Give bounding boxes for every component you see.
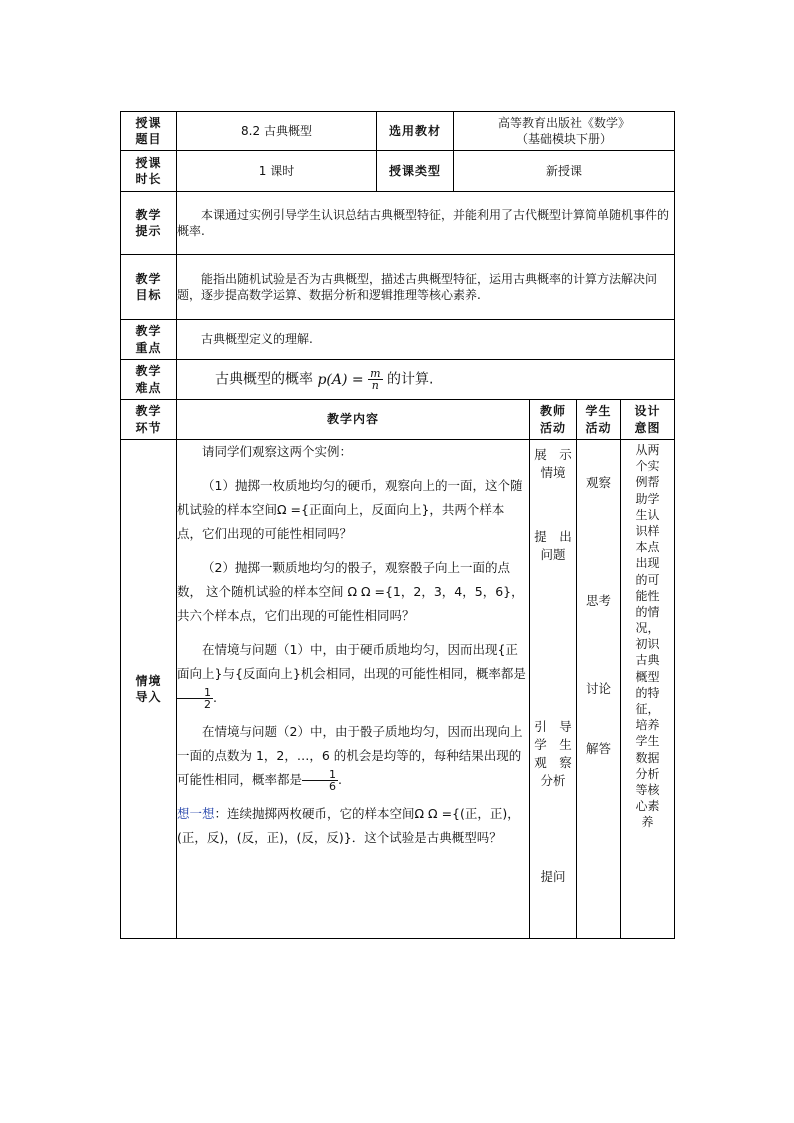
- course-title: 8.2 古典概型: [177, 112, 377, 151]
- design-intent-char: 识: [635, 523, 648, 538]
- teacher-activity-4: 提问: [540, 869, 566, 884]
- design-intent-char: 特: [647, 685, 660, 700]
- row-title: [121, 112, 675, 151]
- row-duration: [121, 151, 675, 192]
- design-intent-char: 本: [635, 540, 648, 555]
- design-intent-line: [621, 636, 674, 652]
- row-column-headers: [121, 400, 675, 440]
- design-intent-char: 样: [647, 523, 660, 538]
- design-intent-line: [621, 588, 674, 604]
- lesson-type: 新授课: [454, 151, 675, 192]
- focus-label: 教学 重点: [121, 320, 177, 360]
- student-activity-2: 思考: [585, 593, 611, 608]
- content-header: 教学内容: [177, 400, 530, 440]
- design-intent: [621, 440, 675, 939]
- design-intent-line: [621, 620, 674, 636]
- design-intent-char: 助: [635, 491, 648, 506]
- design-intent-char: 情: [647, 604, 660, 619]
- student-activity-4: 解答: [585, 741, 611, 756]
- design-intent-char: 概: [635, 669, 648, 684]
- stage-situation-intro: 情境 导入: [121, 440, 177, 939]
- row-goal: [121, 255, 675, 320]
- design-intent-char: 实: [647, 459, 660, 474]
- design-intent-char: 出: [635, 556, 648, 571]
- design-intent-char: 等: [635, 782, 648, 797]
- design-intent-line: [621, 572, 674, 588]
- design-intent-char: 析: [647, 766, 660, 781]
- goal-text: 能指出随机试验是否为古典概型，描述古典概型特征，运用古典概率的计算方法解决问题，逐步提高数学运算、数据分析和逻辑推理等核心素养.: [177, 255, 675, 320]
- design-intent-line: [621, 523, 674, 539]
- teaching-content: 请同学们观察这两个实例： （1）抛掷一枚质地均匀的硬币，观察向上的一面，这个随机试验的样本空间Ω ={正面向上，反面向上}，共两个样本点，它们出现的可能性相同吗？ （2）抛掷一颗质地均匀的骰子，观察骰子向上一面的点数， 这个随机试验的样本空间 Ω Ω ={1，2，3，4，5，6}，共六个样本点，它们出现的可能性相同吗？ 在情境与问题（1）中，由于硬币质地均匀，因而出现{正面向上}与{反面向上}机会相同，出现的可能性相同，概率都是 $\frac{1}{2}$ . 在情境与问题（2）中，由于骰子质地均匀，因而出现向上一面的点数为 1，2，…，6 的机会是均等的，每种结果出现的可能性相同，概率都是 $\frac{1}{6}$ . 想一想：连续抛掷两枚硬币，它的样本空间Ω Ω ={(正，正)，(正，反)，(反，正)，(反，反)}．这个试验是古典概型吗？: [177, 440, 530, 939]
- student-activity-3: 讨论: [585, 681, 611, 696]
- design-intent-line: [621, 733, 674, 749]
- design-intent-line: [621, 539, 674, 555]
- design-intent-char: 例: [635, 475, 648, 490]
- hint-label: 教学 提示: [121, 192, 177, 255]
- row-situation-intro: [121, 440, 675, 939]
- design-intent-char: 况: [635, 621, 648, 636]
- design-intent-line: [621, 507, 674, 523]
- lesson-plan-table: [120, 111, 675, 939]
- design-intent-char: 心: [635, 799, 648, 814]
- difficulty-text: 古典概型的概率 p(A) = $\frac{m}{n}$ 的计算.: [177, 360, 675, 400]
- design-header: 设计 意图: [621, 400, 675, 440]
- design-intent-char: 的: [635, 604, 648, 619]
- student-activity-1: 观察: [585, 475, 611, 490]
- teacher-header: 教师 活动: [530, 400, 577, 440]
- difficulty-label: 教学 难点: [121, 360, 177, 400]
- row-hint: [121, 192, 675, 255]
- design-intent-line: [621, 491, 674, 507]
- design-intent-char: 养: [641, 815, 654, 830]
- design-intent-char: 认: [647, 507, 660, 522]
- teacher-activity-1: 展 示情境: [534, 447, 572, 480]
- design-intent-line: [621, 766, 674, 782]
- design-intent-char: 征: [635, 702, 648, 716]
- design-intent-char: 生: [635, 507, 648, 522]
- design-intent-line: [621, 701, 674, 717]
- design-intent-line: [621, 555, 674, 571]
- type-label: 授课类型: [377, 151, 454, 192]
- design-intent-line: [621, 750, 674, 766]
- design-intent-line: [621, 798, 674, 814]
- design-intent-line: [621, 652, 674, 668]
- design-intent-char: 的: [635, 572, 648, 587]
- hint-text: 本课通过实例引导学生认识总结古典概型特征，并能利用了古代概型计算简单随机事件的概率.: [177, 192, 675, 255]
- design-intent-char: 典: [647, 653, 660, 668]
- design-intent-char: 生: [647, 734, 660, 749]
- design-intent-char: 可: [647, 572, 660, 587]
- design-intent-char: 初: [635, 637, 648, 652]
- design-intent-char: 分: [635, 766, 648, 781]
- design-intent-char: 数: [635, 750, 648, 765]
- design-intent-char: 性: [647, 588, 660, 603]
- teacher-activity-3: 引 导学 生观 察分析: [534, 719, 572, 788]
- probability-formula: p(A) = $\frac{m}{n}$: [317, 367, 381, 392]
- design-intent-char: 古: [635, 653, 648, 668]
- design-intent-char: 识: [647, 637, 660, 652]
- design-intent-line: [621, 814, 674, 830]
- design-intent-char: ，: [647, 621, 660, 636]
- design-intent-char: 型: [647, 669, 660, 684]
- design-intent-char: 帮: [647, 475, 660, 490]
- stage-header: 教学 环节: [121, 400, 177, 440]
- student-header: 学生 活动: [577, 400, 621, 440]
- teacher-activities: [530, 440, 577, 939]
- teacher-activity-2: 提 出问题: [534, 529, 572, 562]
- design-intent-char: 学: [647, 491, 660, 506]
- duration: 1 课时: [177, 151, 377, 192]
- design-intent-char: 养: [647, 718, 660, 733]
- design-intent-char: 两: [647, 443, 660, 457]
- design-intent-line: [621, 458, 674, 474]
- design-intent-char: 从: [635, 443, 648, 457]
- design-intent-char: 核: [647, 782, 660, 797]
- design-intent-line: [621, 669, 674, 685]
- design-intent-char: 个: [635, 459, 648, 474]
- design-intent-char: 能: [635, 588, 648, 603]
- design-intent-char: 学: [635, 734, 648, 749]
- textbook-label: 选用教材: [377, 112, 454, 151]
- design-intent-char: 的: [635, 685, 648, 700]
- design-intent-char: 据: [647, 750, 660, 765]
- duration-label: 授课 时长: [121, 151, 177, 192]
- design-intent-line: [621, 782, 674, 798]
- design-intent-char: 点: [647, 540, 660, 555]
- student-activities: [577, 440, 621, 939]
- row-focus: [121, 320, 675, 360]
- design-intent-char: 培: [635, 718, 648, 733]
- goal-label: 教学 目标: [121, 255, 177, 320]
- design-intent-line: [621, 604, 674, 620]
- course-title-label: 授课 题目: [121, 112, 177, 151]
- design-intent-line: [621, 474, 674, 490]
- textbook: 高等教育出版社《数学》 （基础模块下册）: [454, 112, 675, 151]
- design-intent-char: 素: [647, 799, 660, 814]
- design-intent-line: [621, 685, 674, 701]
- design-intent-line: [621, 442, 674, 458]
- design-intent-char: 现: [647, 556, 660, 571]
- focus-text: 古典概型定义的理解.: [177, 320, 675, 360]
- design-intent-char: ，: [647, 702, 660, 716]
- row-difficulty: [121, 360, 675, 400]
- design-intent-line: [621, 717, 674, 733]
